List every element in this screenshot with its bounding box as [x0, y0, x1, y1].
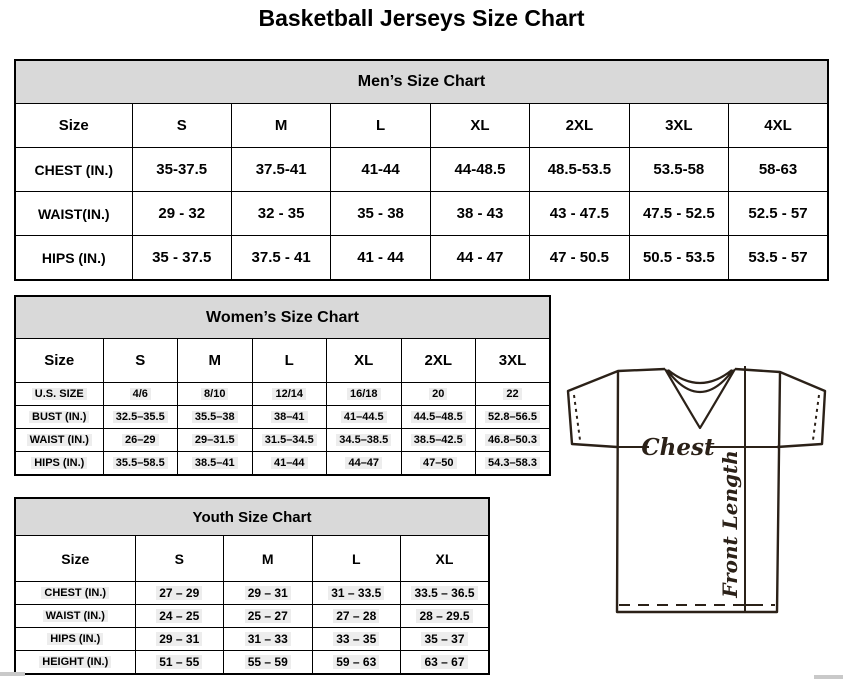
- size-cell-value: 38.5–41: [192, 457, 238, 469]
- youth-size-cell: [312, 651, 401, 675]
- womens-size-header: XL: [327, 339, 402, 383]
- size-cell-value: 41–44.5: [341, 411, 387, 423]
- mens-size-header: L: [331, 104, 430, 148]
- womens-size-cell: [252, 406, 327, 429]
- row-label-text: U.S. SIZE: [32, 388, 87, 400]
- mens-size-cell: [231, 236, 330, 281]
- row-label-text: HIPS (IN.): [47, 633, 103, 645]
- womens-size-header: 3XL: [476, 339, 551, 383]
- size-cell-value: 33 – 35: [333, 632, 379, 646]
- mens-size-cell: [132, 148, 231, 192]
- womens-size-column-label: Size: [15, 339, 103, 383]
- size-cell-value: 29 – 31: [245, 586, 291, 600]
- size-cell-value: 12/14: [272, 388, 306, 400]
- size-cell-value: 32.5–35.5: [113, 411, 168, 423]
- table-row: [15, 236, 828, 281]
- womens-size-cell: [401, 383, 476, 406]
- womens-size-cell: [103, 429, 178, 452]
- womens-row-label: [15, 383, 103, 406]
- womens-row-label: [15, 429, 103, 452]
- table-row: [15, 383, 550, 406]
- size-cell-value: 35-37.5: [156, 161, 208, 178]
- size-cell-value: 16/18: [347, 388, 381, 400]
- size-cell-value: 29 - 32: [158, 205, 206, 222]
- womens-size-header: S: [103, 339, 178, 383]
- mens-size-table: [14, 59, 829, 281]
- table-row: [15, 605, 489, 628]
- womens-size-cell: [103, 383, 178, 406]
- womens-size-cell: [401, 452, 476, 476]
- size-cell-value: 29 – 31: [156, 632, 202, 646]
- womens-size-cell: [327, 383, 402, 406]
- youth-size-cell: [401, 651, 490, 675]
- size-cell-value: 46.8–50.3: [485, 434, 540, 446]
- size-cell-value: 33.5 – 36.5: [411, 586, 477, 600]
- size-cell-value: 32 - 35: [257, 205, 305, 222]
- mens-row-label: [15, 148, 132, 192]
- size-cell-value: 63 – 67: [421, 655, 467, 669]
- size-cell-value: 53.5 - 57: [748, 249, 808, 266]
- size-cell-value: 41–44: [271, 457, 308, 469]
- mens-size-cell: [430, 148, 529, 192]
- table-row: [15, 628, 489, 651]
- row-label-text: WAIST(IN.): [37, 205, 110, 222]
- womens-size-cell: [252, 383, 327, 406]
- size-cell-value: 37.5-41: [255, 161, 307, 178]
- womens-size-cell: [476, 429, 551, 452]
- youth-size-cell: [224, 582, 313, 605]
- womens-size-cell: [327, 429, 402, 452]
- mens-size-header: 4XL: [729, 104, 828, 148]
- youth-size-header: XL: [401, 536, 490, 582]
- mens-size-header: M: [231, 104, 330, 148]
- size-cell-value: 20: [429, 388, 447, 400]
- mens-size-cell: [530, 148, 629, 192]
- size-cell-value: 41-44: [361, 161, 400, 178]
- womens-size-cell: [178, 429, 253, 452]
- youth-size-cell: [135, 605, 224, 628]
- womens-size-cell: [327, 406, 402, 429]
- womens-size-cell: [178, 452, 253, 476]
- size-cell-value: 26–29: [122, 434, 159, 446]
- size-cell-value: 47.5 - 52.5: [642, 205, 715, 222]
- size-cell-value: 35 - 37.5: [152, 249, 212, 266]
- size-cell-value: 4/6: [130, 388, 151, 400]
- youth-row-label: [15, 582, 135, 605]
- mens-size-cell: [430, 192, 529, 236]
- jersey-measurement-diagram: [558, 362, 842, 622]
- size-cell-value: 22: [503, 388, 521, 400]
- youth-size-cell: [224, 605, 313, 628]
- mens-size-cell: [331, 192, 430, 236]
- youth-size-cell: [401, 582, 490, 605]
- mens-size-cell: [430, 236, 529, 281]
- table-row: [15, 148, 828, 192]
- size-cell-value: 8/10: [201, 388, 228, 400]
- size-cell-value: 52.5 - 57: [748, 205, 808, 222]
- mens-size-cell: [231, 192, 330, 236]
- size-cell-value: 44 - 47: [456, 249, 504, 266]
- youth-row-label: [15, 628, 135, 651]
- youth-row-label: [15, 651, 135, 675]
- mens-size-cell: [530, 192, 629, 236]
- youth-size-header: S: [135, 536, 224, 582]
- youth-size-cell: [312, 605, 401, 628]
- table-row: [15, 192, 828, 236]
- mens-size-header: XL: [430, 104, 529, 148]
- mens-size-cell: [132, 192, 231, 236]
- mens-size-cell: [729, 236, 828, 281]
- size-cell-value: 31.5–34.5: [262, 434, 317, 446]
- youth-size-table: [14, 497, 490, 675]
- size-cell-value: 35.5–38: [192, 411, 238, 423]
- mens-size-cell: [231, 148, 330, 192]
- size-cell-value: 25 – 27: [245, 609, 291, 623]
- mens-size-cell: [729, 148, 828, 192]
- youth-size-column-label: Size: [15, 536, 135, 582]
- size-cell-value: 41 - 44: [357, 249, 404, 266]
- womens-row-label: [15, 406, 103, 429]
- size-cell-value: 47–50: [420, 457, 457, 469]
- size-cell-value: 50.5 - 53.5: [642, 249, 715, 266]
- size-cell-value: 58-63: [758, 161, 798, 178]
- womens-size-table: [14, 295, 551, 476]
- mens-size-cell: [132, 236, 231, 281]
- size-cell-value: 52.8–56.5: [485, 411, 540, 423]
- womens-size-header: L: [252, 339, 327, 383]
- size-cell-value: 31 – 33: [245, 632, 291, 646]
- womens-row-label: [15, 452, 103, 476]
- size-cell-value: 38.5–42.5: [411, 434, 466, 446]
- womens-size-cell: [178, 406, 253, 429]
- table-row: [15, 582, 489, 605]
- mens-size-cell: [530, 236, 629, 281]
- size-cell-value: 27 – 29: [156, 586, 202, 600]
- mens-size-column-label: Size: [15, 104, 132, 148]
- mens-size-cell: [729, 192, 828, 236]
- womens-size-cell: [476, 406, 551, 429]
- youth-size-cell: [312, 582, 401, 605]
- mens-size-cell: [331, 148, 430, 192]
- front-length-measure-label: Front Length: [718, 450, 742, 598]
- youth-size-header: L: [312, 536, 401, 582]
- size-cell-value: 43 - 47.5: [549, 205, 609, 222]
- size-cell-value: 35 - 38: [357, 205, 404, 222]
- youth-size-cell: [224, 651, 313, 675]
- size-cell-value: 47 - 50.5: [549, 249, 609, 266]
- jersey-body-outline: [617, 369, 780, 612]
- youth-size-cell: [135, 651, 224, 675]
- mens-size-cell: [629, 148, 728, 192]
- table-row: [15, 429, 550, 452]
- size-cell-value: 44–47: [345, 457, 382, 469]
- size-cell-value: 34.5–38.5: [336, 434, 391, 446]
- page-title: Basketball Jerseys Size Chart: [258, 5, 585, 31]
- youth-size-cell: [224, 628, 313, 651]
- womens-size-cell: [178, 383, 253, 406]
- womens-size-cell: [476, 383, 551, 406]
- size-cell-value: 59 – 63: [333, 655, 379, 669]
- youth-size-cell: [401, 628, 490, 651]
- row-label-text: HIPS (IN.): [31, 457, 87, 469]
- youth-size-cell: [401, 605, 490, 628]
- table-row: [15, 406, 550, 429]
- size-cell-value: 24 – 25: [156, 609, 202, 623]
- horizontal-scrollbar-fragment-right[interactable]: [814, 675, 843, 679]
- row-label-text: HEIGHT (IN.): [39, 656, 111, 668]
- mens-size-header: 2XL: [530, 104, 629, 148]
- mens-chart-title: Men’s Size Chart: [15, 60, 828, 104]
- mens-size-header: 3XL: [629, 104, 728, 148]
- womens-size-cell: [476, 452, 551, 476]
- size-cell-value: 55 – 59: [245, 655, 291, 669]
- womens-size-header: M: [178, 339, 253, 383]
- horizontal-scrollbar-fragment-left[interactable]: [0, 672, 25, 676]
- womens-size-cell: [401, 406, 476, 429]
- youth-chart-title: Youth Size Chart: [15, 498, 489, 536]
- size-cell-value: 54.3–58.3: [485, 457, 540, 469]
- womens-size-cell: [327, 452, 402, 476]
- youth-size-header: M: [224, 536, 313, 582]
- womens-size-header: 2XL: [401, 339, 476, 383]
- row-label-text: CHEST (IN.): [34, 161, 114, 178]
- size-cell-value: 38–41: [271, 411, 308, 423]
- row-label-text: WAIST (IN.): [27, 434, 92, 446]
- youth-size-cell: [135, 582, 224, 605]
- youth-row-label: [15, 605, 135, 628]
- mens-row-label: [15, 236, 132, 281]
- youth-size-cell: [135, 628, 224, 651]
- size-cell-value: 27 – 28: [333, 609, 379, 623]
- womens-size-cell: [252, 452, 327, 476]
- mens-size-header: S: [132, 104, 231, 148]
- size-cell-value: 28 – 29.5: [416, 609, 472, 623]
- mens-size-cell: [331, 236, 430, 281]
- size-cell-value: 29–31.5: [192, 434, 238, 446]
- row-label-text: BUST (IN.): [29, 411, 89, 423]
- size-cell-value: 31 – 33.5: [328, 586, 384, 600]
- table-row: [15, 452, 550, 476]
- chest-measure-label: Chest: [641, 434, 715, 461]
- womens-size-cell: [252, 429, 327, 452]
- youth-size-cell: [312, 628, 401, 651]
- row-label-text: CHEST (IN.): [41, 587, 109, 599]
- size-cell-value: 44.5–48.5: [411, 411, 466, 423]
- size-cell-value: 51 – 55: [156, 655, 202, 669]
- size-cell-value: 37.5 - 41: [251, 249, 311, 266]
- womens-chart-title: Women’s Size Chart: [15, 296, 550, 339]
- size-cell-value: 35 – 37: [421, 632, 467, 646]
- size-cell-value: 44-48.5: [454, 161, 506, 178]
- mens-size-cell: [629, 192, 728, 236]
- size-cell-value: 48.5-53.5: [547, 161, 612, 178]
- womens-size-cell: [103, 452, 178, 476]
- size-cell-value: 38 - 43: [456, 205, 504, 222]
- womens-size-cell: [103, 406, 178, 429]
- jersey-collar: [665, 369, 735, 428]
- mens-row-label: [15, 192, 132, 236]
- row-label-text: HIPS (IN.): [41, 249, 106, 266]
- mens-size-cell: [629, 236, 728, 281]
- row-label-text: WAIST (IN.): [43, 610, 108, 622]
- table-row: [15, 651, 489, 675]
- womens-size-cell: [401, 429, 476, 452]
- size-cell-value: 35.5–58.5: [113, 457, 168, 469]
- size-cell-value: 53.5-58: [653, 161, 705, 178]
